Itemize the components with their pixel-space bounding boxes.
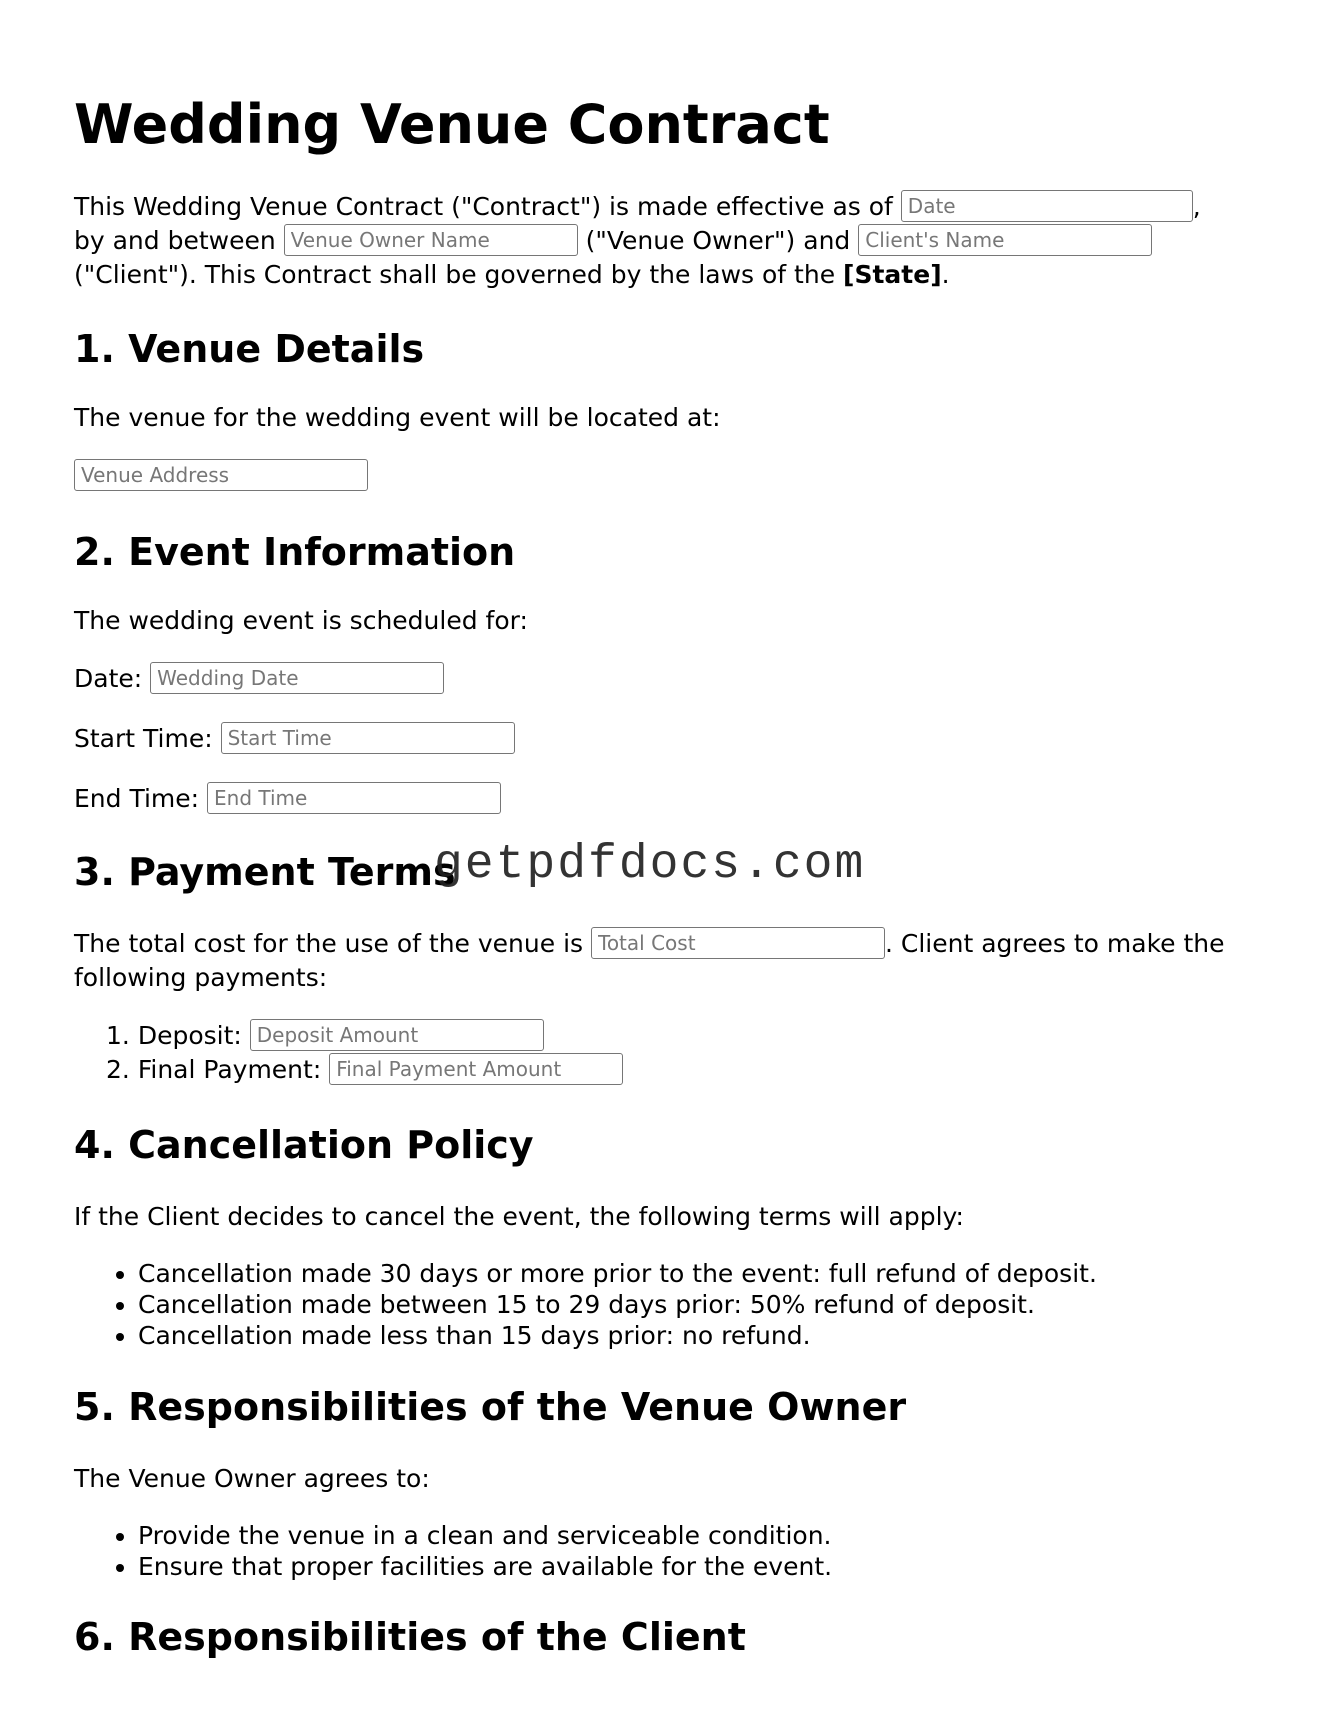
section-heading-venue: 1. Venue Details	[74, 327, 425, 371]
cancellation-list	[74, 1258, 1097, 1351]
end-time-input[interactable]	[207, 782, 501, 814]
watermark: getpdfdocs.com	[434, 838, 866, 892]
wedding-date-row	[74, 662, 444, 696]
intro-text-2: by and between	[74, 226, 276, 255]
effective-date-input[interactable]	[901, 190, 1193, 222]
section-heading-client: 6. Responsibilities of the Client	[74, 1615, 746, 1659]
intro-line-3	[74, 258, 950, 292]
list-item	[106, 1053, 623, 1087]
venue-address-input[interactable]	[74, 459, 368, 491]
page-title: Wedding Venue Contract	[74, 93, 830, 156]
intro-comma: ,	[1192, 192, 1201, 221]
list-item: • Ensure that proper facilities are available for the event.	[138, 1551, 832, 1582]
end-time-label: End Time:	[74, 784, 200, 813]
final-payment-label: Final Payment:	[137, 1055, 322, 1084]
section-heading-cancellation: 4. Cancellation Policy	[74, 1123, 534, 1167]
section-heading-payment: 3. Payment Terms	[74, 850, 456, 894]
start-time-label: Start Time:	[74, 724, 213, 753]
intro-text-1: This Wedding Venue Contract ("Contract") is made effective as of	[74, 192, 893, 221]
section-heading-owner: 5. Responsibilities of the Venue Owner	[74, 1385, 907, 1429]
section-heading-event: 2. Event Information	[74, 530, 516, 574]
total-cost-input[interactable]	[591, 927, 885, 959]
final-payment-amount-input[interactable]	[329, 1053, 623, 1085]
start-time-row	[74, 722, 515, 756]
payment-text-3: following payments:	[74, 963, 328, 992]
venue-address-row	[74, 459, 368, 493]
list-item: • Cancellation made between 15 to 29 days prior: 50% refund of deposit.	[138, 1289, 1097, 1320]
intro-text-4: ("Client"). This Contract shall be governed by the laws of the	[74, 260, 836, 289]
event-text: The wedding event is scheduled for:	[74, 606, 528, 635]
start-time-input[interactable]	[221, 722, 515, 754]
deposit-label: Deposit:	[137, 1021, 242, 1050]
intro-period: .	[941, 260, 950, 289]
owner-list	[74, 1520, 832, 1582]
payment-text-1: The total cost for the use of the venue is	[74, 929, 584, 958]
intro-line-1	[74, 190, 1201, 224]
wedding-date-label: Date:	[74, 664, 143, 693]
list-item	[106, 1019, 623, 1053]
venue-owner-name-input[interactable]	[284, 224, 578, 256]
client-name-input[interactable]	[858, 224, 1152, 256]
cancellation-text: If the Client decides to cancel the event, the following terms will apply:	[74, 1202, 964, 1231]
wedding-date-input[interactable]	[150, 662, 444, 694]
intro-line-2	[74, 224, 1152, 258]
deposit-amount-input[interactable]	[250, 1019, 544, 1051]
payment-list	[74, 1019, 623, 1087]
payment-text-2: . Client agrees to make the	[885, 929, 1225, 958]
state-placeholder: [State]	[843, 260, 942, 289]
end-time-row	[74, 782, 501, 816]
owner-text: The Venue Owner agrees to:	[74, 1464, 430, 1493]
venue-text: The venue for the wedding event will be located at:	[74, 403, 721, 432]
list-item: • Cancellation made less than 15 days prior: no refund.	[138, 1320, 1097, 1351]
list-item: • Cancellation made 30 days or more prior to the event: full refund of deposit.	[138, 1258, 1097, 1289]
list-item: • Provide the venue in a clean and serviceable condition.	[138, 1520, 832, 1551]
intro-text-3: ("Venue Owner") and	[585, 226, 851, 255]
payment-line-1	[74, 927, 1225, 961]
